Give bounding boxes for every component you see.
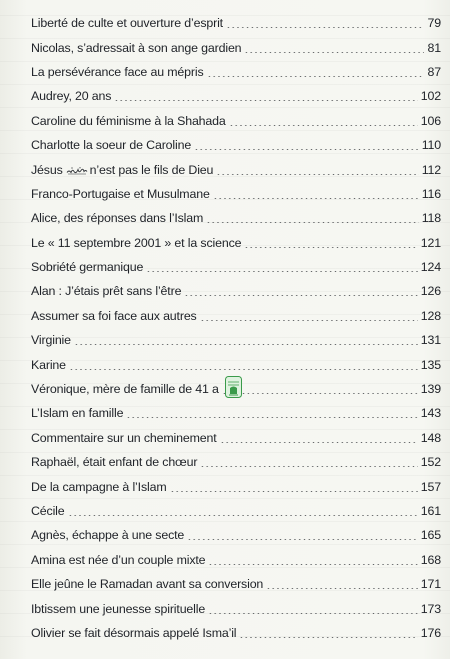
toc-entry[interactable]: [31, 11, 441, 35]
toc-entry-page: 148: [420, 430, 441, 445]
dot-leader: [244, 43, 424, 53]
toc-entry[interactable]: [31, 621, 441, 645]
toc-entry-title: Amina est née d’un couple mixte: [31, 552, 206, 567]
dot-leader: [208, 604, 418, 614]
dot-leader: [126, 408, 417, 418]
dot-leader: [69, 360, 418, 370]
toc-entry-title: De la campagne à l’Islam: [31, 479, 167, 494]
toc-entry[interactable]: [31, 133, 441, 157]
toc-entry[interactable]: [31, 279, 441, 303]
toc-entry-title: Véronique, mère de famille de 41 a: [31, 382, 219, 397]
toc-entry-title: Alan : J’étais prêt sans l’être: [31, 284, 182, 299]
toc-entry-title: L’Islam en famille: [31, 406, 124, 421]
dot-leader: [170, 482, 418, 492]
toc-entry-page: 116: [421, 186, 441, 201]
toc-entry-title: Raphaël, était enfant de chœur: [31, 455, 198, 470]
dot-leader: [200, 457, 417, 467]
toc-entry-title: Le « 11 septembre 2001 » et la science: [31, 235, 242, 250]
toc-entry[interactable]: [31, 401, 441, 425]
dot-leader: [194, 140, 419, 150]
toc-entry[interactable]: [31, 157, 441, 181]
toc-entry[interactable]: [31, 596, 441, 620]
toc-entry[interactable]: [31, 84, 441, 108]
toc-entry-title: Liberté de culte et ouverture d’esprit: [31, 16, 223, 31]
toc-entry[interactable]: [31, 523, 441, 547]
toc-entry-title: Caroline du féminisme à la Shahada: [31, 113, 226, 128]
toc-entry[interactable]: [31, 109, 441, 133]
toc-entry[interactable]: [31, 474, 441, 498]
dot-leader: [68, 506, 418, 516]
toc-entry-page: 126: [420, 284, 441, 299]
toc-entry-title: Charlotte la soeur de Caroline: [31, 138, 192, 153]
toc-entry-title: Olivier se fait désormais appelé Isma’il: [31, 625, 237, 640]
toc-entry[interactable]: [31, 60, 441, 84]
toc-entry-title: Alice, des réponses dans l’Islam: [31, 211, 204, 226]
toc-entry-title: Audrey, 20 ans: [31, 89, 112, 104]
arabic-honorific-seal-icon: [66, 166, 88, 175]
toc-entry-page: 112: [421, 162, 441, 177]
toc-entry-page: 128: [420, 308, 441, 323]
toc-entry[interactable]: [31, 304, 441, 328]
toc-entry-title: Commentaire sur un cheminement: [31, 430, 217, 445]
toc-entry[interactable]: [31, 206, 441, 230]
dot-leader: [226, 18, 424, 28]
toc-entry-page: 135: [420, 357, 441, 372]
dot-leader: [114, 91, 417, 101]
dot-leader: [206, 213, 418, 223]
table-of-contents: [31, 11, 441, 645]
toc-entry-page: 131: [420, 333, 441, 348]
toc-entry-page: 139: [420, 382, 441, 397]
toc-entry-page: 110: [421, 138, 441, 153]
toc-entry-page: 124: [420, 260, 441, 275]
toc-entry-page: 173: [420, 601, 441, 616]
toc-entry-title-part: Jésus: [31, 162, 63, 177]
toc-entry-page: 171: [420, 577, 441, 592]
toc-entry[interactable]: [31, 255, 441, 279]
toc-entry-page: 118: [421, 211, 441, 226]
dot-leader: [208, 555, 417, 565]
toc-entry[interactable]: [31, 572, 441, 596]
dot-leader: [220, 433, 418, 443]
toc-entry-page: 157: [420, 479, 441, 494]
toc-entry-title: Agnès, échappe à une secte: [31, 528, 185, 543]
toc-entry-title: Cécile: [31, 504, 65, 518]
toc-entry-title: Virginie: [31, 333, 71, 348]
dot-leader: [266, 579, 418, 589]
green-stamp-icon: [225, 376, 242, 398]
toc-entry[interactable]: [31, 426, 441, 450]
toc-entry-page: 87: [427, 64, 441, 79]
toc-entry[interactable]: [31, 548, 441, 572]
dot-leader: [213, 189, 419, 199]
toc-entry-title: Sobriété germanique: [31, 260, 144, 275]
toc-entry-page: 152: [420, 455, 441, 470]
toc-entry-page: 161: [420, 504, 441, 518]
toc-entry[interactable]: [31, 450, 441, 474]
dot-leader: [216, 165, 418, 175]
toc-entry-title: Franco-Portugaise et Musulmane: [31, 186, 210, 201]
toc-entry-title: [31, 163, 213, 177]
toc-entry-title: Ibtissem une jeunesse spirituelle: [31, 601, 206, 616]
dot-leader: [187, 530, 418, 540]
toc-entry[interactable]: [31, 231, 441, 255]
toc-entry[interactable]: [31, 35, 441, 59]
dot-leader: [74, 335, 418, 345]
dot-leader: [146, 262, 418, 272]
dot-leader: [184, 286, 417, 296]
toc-entry[interactable]: [31, 352, 441, 376]
dot-leader: [222, 384, 418, 394]
toc-entry-page: 143: [420, 406, 441, 421]
toc-entry-page: 106: [420, 113, 441, 128]
dot-leader: [200, 311, 418, 321]
dot-leader: [207, 67, 424, 77]
toc-entry-page: 102: [420, 89, 441, 104]
toc-entry-title: Karine: [31, 357, 66, 372]
toc-entry[interactable]: [31, 499, 441, 523]
toc-entry-page: 121: [420, 235, 441, 250]
toc-entry[interactable]: [31, 182, 441, 206]
toc-entry-page: 165: [420, 528, 441, 543]
dot-leader: [229, 116, 418, 126]
toc-entry-title-part: n’est pas le fils de Dieu: [89, 162, 214, 177]
toc-entry-page: 168: [420, 552, 441, 567]
toc-entry-page: 81: [427, 40, 441, 55]
toc-entry-title: Nicolas, s’adressait à son ange gardien: [31, 40, 242, 55]
toc-entry-title: La persévérance face au mépris: [31, 64, 204, 79]
toc-entry-title: Elle jeûne le Ramadan avant sa conversion: [31, 577, 264, 592]
dot-leader: [244, 238, 417, 248]
dot-leader: [239, 628, 417, 638]
toc-entry[interactable]: [31, 328, 441, 352]
toc-entry-title: Assumer sa foi face aux autres: [31, 308, 197, 323]
toc-entry-page: 176: [420, 625, 441, 640]
toc-entry-page: 79: [427, 16, 441, 31]
